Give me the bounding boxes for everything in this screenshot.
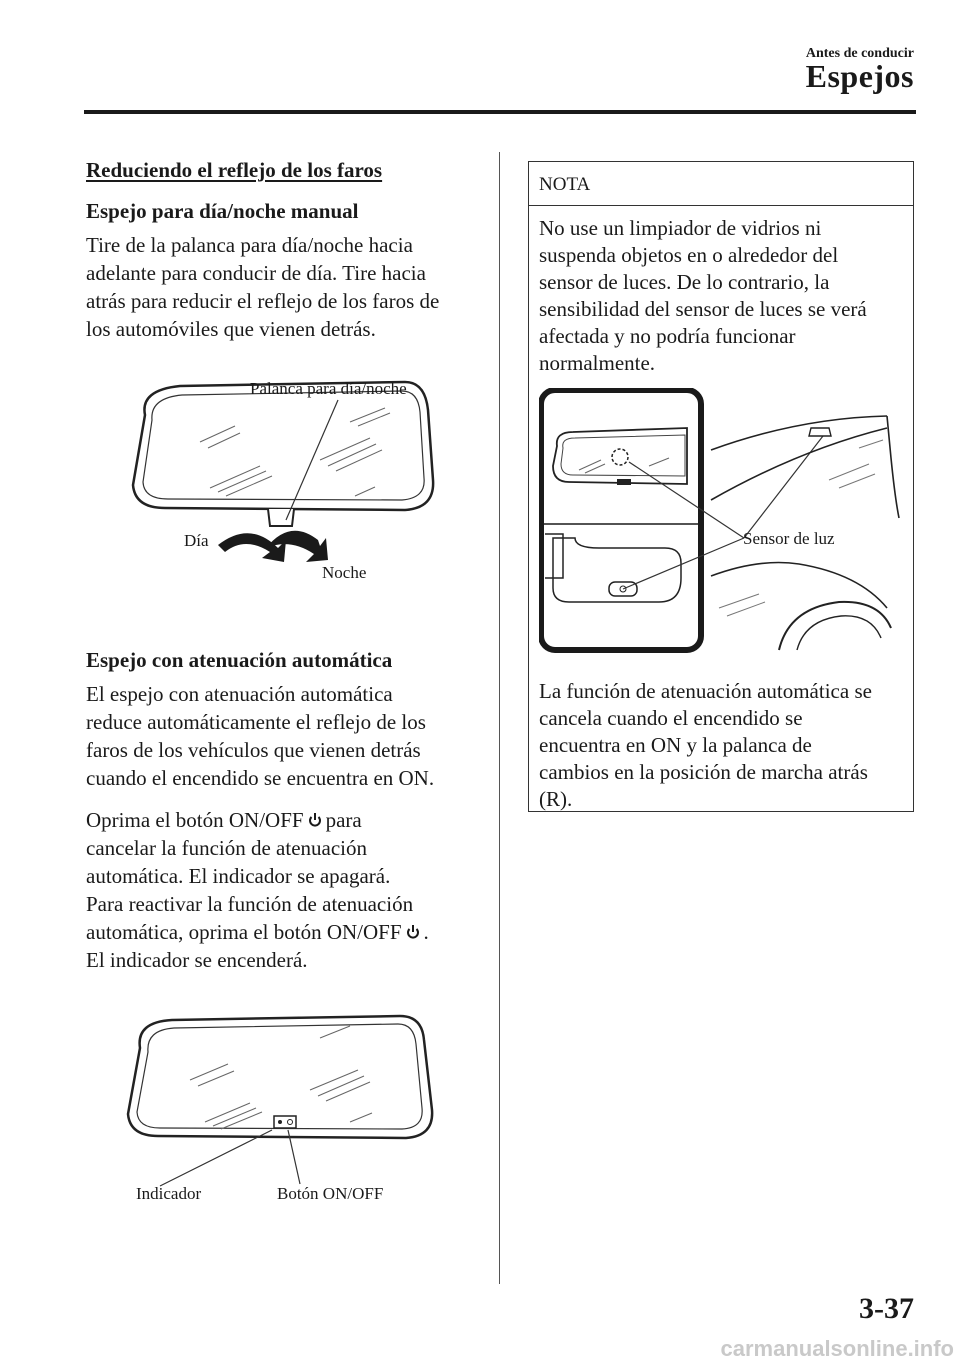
indicator-label: Indicador [136,1184,202,1203]
note-heading: NOTA [529,162,913,206]
section-title: Reduciendo el reflejo de los faros [86,158,383,182]
page-title: Espejos [805,58,914,94]
note-box [528,161,914,812]
manual-mirror-title: Espejo para día/noche manual [86,199,359,223]
auto-mirror-figure [110,1010,450,1190]
header-section: Antes de conducir [805,46,914,61]
lever-label: Palanca para día/noche [250,379,407,398]
button-label: Botón ON/OFF [277,1184,384,1203]
manual-mirror-figure [100,370,480,600]
light-sensor-figure [539,388,909,653]
auto-mirror-title: Espejo con atenuación automática [86,648,393,672]
power-icon [406,924,420,940]
power-icon [308,812,322,828]
page-number: 3-37 [859,1292,914,1325]
night-label: Noche [322,563,367,582]
note-text-1: No use un limpiador de vidrios ni suspenda objetos en o alrededor del sensor de luces. De lo contrario, la sensibilidad del sensor de luces se verá afectada y no podría funcionar normalmente. [539,216,867,375]
day-label: Día [184,531,209,550]
auto-mirror-text: El espejo con atenuación automática reduce automáticamente el reflejo de los faros de los vehículos que vienen detrás cuando el encendido se encuentra en ON. [86,682,435,790]
note-text-2: La función de atenuación automática se cancela cuando el encendido se encuentra en ON y la palanca de cambios en la posición de marcha atrás (R). [539,679,872,811]
watermark-footer: carmanualsonline.info [720,1336,954,1361]
auto-mirror-instructions: Oprima el botón ON/OFF para cancelar la función de atenuación automática. El indicador se apagará. Para reactivar la función de atenuación automática, oprima el botón ON/OFF . El indicador se encenderá. [86,808,429,972]
header-rule [84,110,916,114]
manual-mirror-text: Tire de la palanca para día/noche hacia adelante para conducir de día. Tire hacia atrás para reducir el reflejo de los faros de los automóviles que vienen detrás. [86,233,440,341]
column-divider [499,152,500,1284]
light-sensor-label: Sensor de luz [743,529,835,548]
